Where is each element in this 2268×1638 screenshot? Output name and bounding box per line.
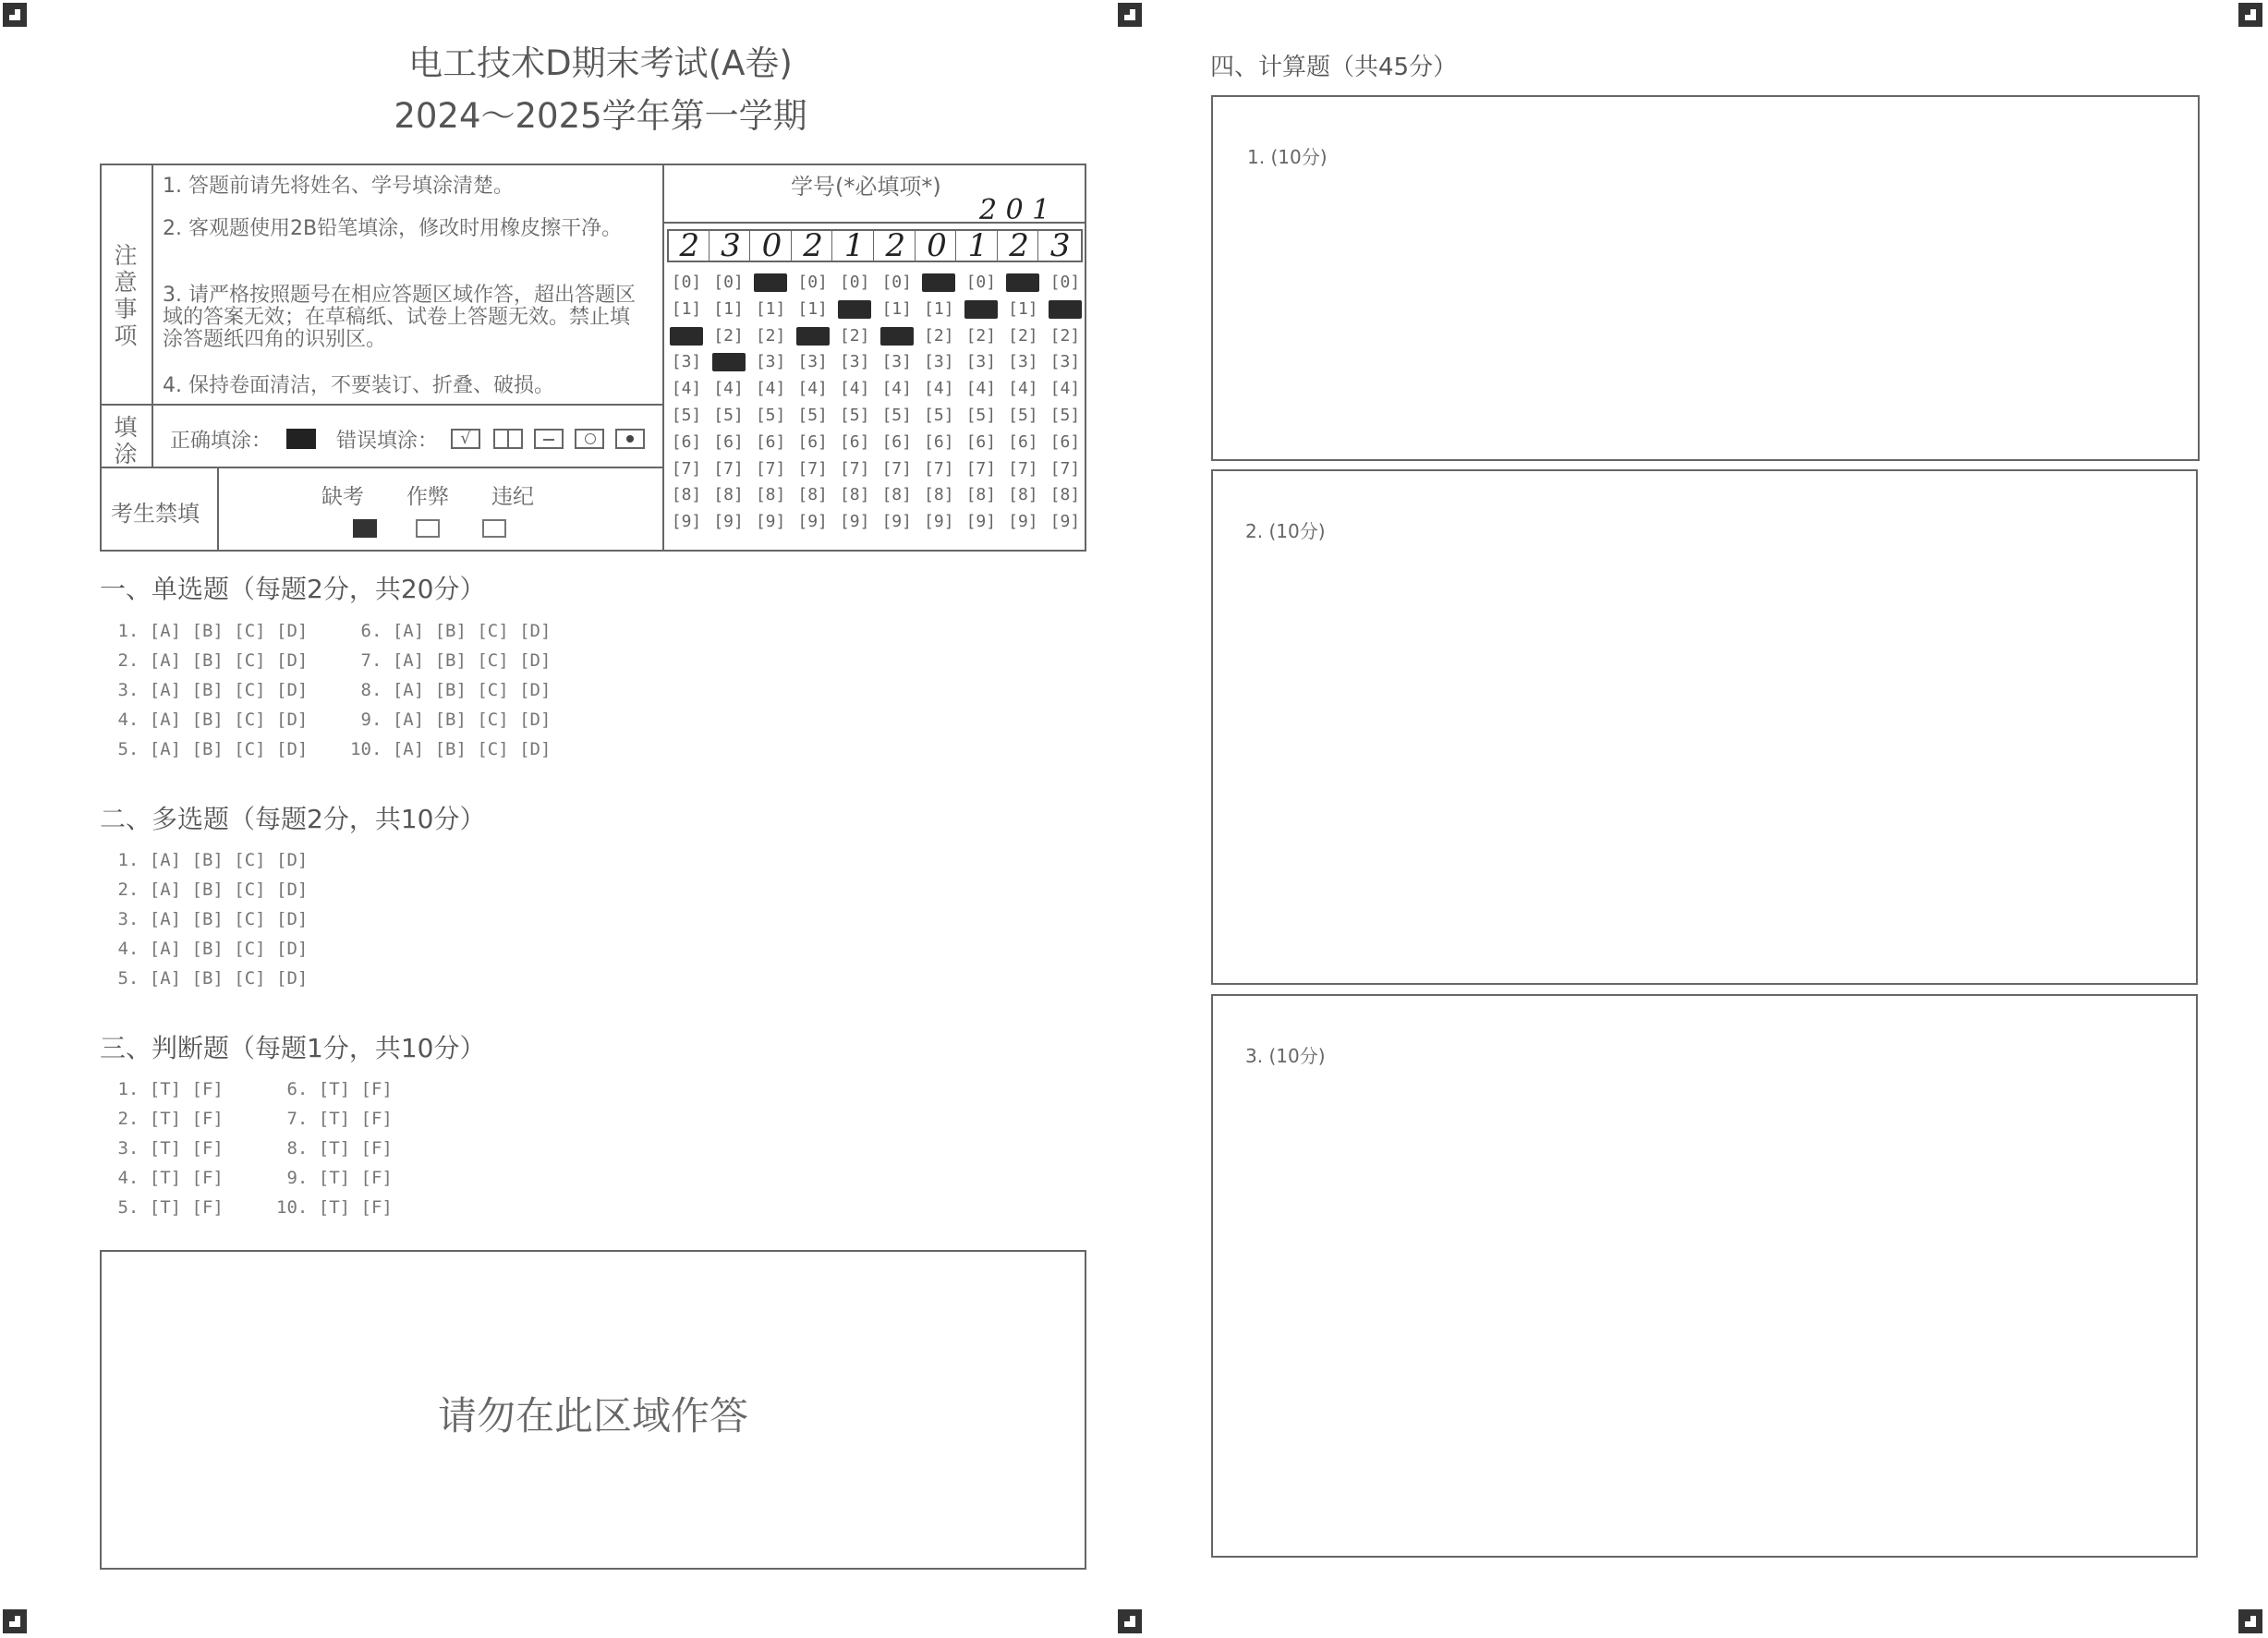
status-absent-checkbox[interactable] — [353, 519, 377, 538]
student-id-bubble[interactable]: [1] — [797, 298, 828, 319]
student-id-bubble[interactable]: [0] — [881, 273, 912, 292]
student-id-bubble[interactable]: [6] — [797, 431, 828, 452]
student-id-bubble[interactable]: [5] — [797, 406, 828, 425]
student-id-bubble[interactable]: [4] — [671, 379, 702, 399]
student-id-bubble[interactable]: [7] — [713, 458, 744, 479]
student-id-bubble[interactable]: [1] — [671, 298, 702, 319]
student-id-bubble[interactable]: [2] — [1049, 325, 1081, 346]
student-id-bubble[interactable] — [922, 273, 955, 292]
student-id-digit-row — [670, 460, 1082, 479]
multi-row-2[interactable]: 2. [A] [B] [C] [D] — [107, 880, 309, 900]
student-id-bubble[interactable] — [880, 327, 914, 346]
corner-marker-bottom-left — [3, 1609, 27, 1633]
single-row-3[interactable]: 3. [A] [B] [C] [D] 8. [A] [B] [C] [D] — [107, 680, 552, 700]
student-id-bubble[interactable]: [9] — [713, 512, 744, 532]
notes-side-label: 注意事项 — [114, 242, 138, 349]
student-id-bubble[interactable]: [9] — [797, 512, 828, 532]
single-row-4[interactable]: 4. [A] [B] [C] [D] 9. [A] [B] [C] [D] — [107, 710, 552, 730]
student-id-bubble[interactable]: [4] — [965, 379, 997, 399]
student-id-handwritten-digit: 1 — [843, 227, 865, 264]
student-id-bubble[interactable]: [7] — [1049, 458, 1081, 479]
id-cell-divider — [709, 230, 710, 261]
student-id-bubble[interactable]: [4] — [924, 379, 954, 399]
note-1: 1. 答题前请先将姓名、学号填涂清楚。 — [163, 175, 514, 198]
id-cell-divider — [831, 230, 832, 261]
status-violation-checkbox[interactable] — [482, 519, 506, 538]
student-id-bubble[interactable]: [8] — [713, 485, 744, 505]
exam-status-label: 考生禁填 — [111, 501, 200, 527]
student-id-bubble[interactable]: [5] — [965, 406, 997, 425]
exam-term: 2024～2025学年第一学期 — [394, 96, 807, 136]
student-id-bubble[interactable]: [2] — [1008, 325, 1038, 346]
student-id-bubble[interactable]: [6] — [965, 431, 997, 452]
student-id-bubble[interactable]: [1] — [881, 298, 912, 319]
student-id-bubble[interactable]: [8] — [924, 485, 954, 505]
fill-side-label: 填涂 — [114, 414, 138, 467]
student-id-bubble[interactable]: [0] — [965, 273, 997, 292]
student-id-bubble[interactable]: [2] — [839, 325, 870, 346]
student-id-bubble[interactable]: [9] — [1049, 512, 1081, 532]
calc-answer-box-1[interactable] — [1211, 95, 2200, 461]
student-id-bubble[interactable]: [4] — [797, 379, 828, 399]
corner-marker-top-left — [3, 3, 27, 27]
student-id-handwritten-digit: 2 — [1009, 227, 1029, 264]
student-id-bubble[interactable]: [9] — [755, 512, 786, 532]
student-id-bubble[interactable]: [9] — [1008, 512, 1038, 532]
student-id-bubble[interactable]: [6] — [713, 431, 744, 452]
student-id-bubble[interactable]: [8] — [797, 485, 828, 505]
student-id-bubble[interactable]: [3] — [1008, 352, 1038, 372]
student-id-bubble[interactable] — [670, 327, 703, 346]
student-id-handwritten-digit: 1 — [967, 227, 988, 264]
student-id-bubble[interactable]: [5] — [713, 406, 744, 425]
status-cheat-label: 作弊 — [406, 485, 449, 509]
judge-row-4[interactable]: 4. [T] [F] 9. [T] [F] — [107, 1168, 393, 1188]
student-id-bubble[interactable]: [6] — [1008, 431, 1038, 452]
student-id-bubble[interactable]: [1] — [924, 298, 954, 319]
student-id-bubble[interactable]: [6] — [924, 431, 954, 452]
student-id-bubble[interactable]: [0] — [839, 273, 870, 292]
student-id-bubble[interactable]: [5] — [755, 406, 786, 425]
student-id-bubble[interactable]: [6] — [671, 431, 702, 452]
student-id-bubble[interactable]: [2] — [713, 325, 744, 346]
student-id-bubble[interactable]: [5] — [839, 406, 870, 425]
student-id-bubble[interactable]: [6] — [839, 431, 870, 452]
id-cell-divider — [1037, 230, 1038, 261]
corner-marker-top-right — [2238, 3, 2262, 27]
student-id-bubble[interactable]: [3] — [1049, 352, 1081, 372]
student-id-digit-row — [670, 433, 1082, 452]
id-cell-divider — [915, 230, 916, 261]
student-id-bubble[interactable]: [4] — [1008, 379, 1038, 399]
wrong-fill-sample-half — [493, 429, 523, 449]
section-single-title: 一、单选题（每题2分，共20分） — [100, 574, 486, 604]
student-id-bubble[interactable]: [3] — [755, 352, 786, 372]
note-4: 4. 保持卷面清洁，不要装订、折叠、破损。 — [163, 374, 554, 397]
student-id-digit-row — [670, 486, 1082, 504]
student-id-bubble[interactable]: [8] — [671, 485, 702, 505]
status-cheat-checkbox[interactable] — [416, 519, 440, 538]
calc-q2-label: 2. (10分) — [1245, 520, 1326, 542]
student-id-bubble[interactable]: [9] — [965, 512, 997, 532]
student-id-bubble[interactable] — [796, 327, 830, 346]
student-id-bubble[interactable]: [5] — [1008, 406, 1038, 425]
id-cell-divider — [997, 230, 998, 261]
student-id-bubble[interactable]: [4] — [1049, 379, 1081, 399]
student-id-bubble[interactable]: [9] — [839, 512, 870, 532]
student-id-digit-row — [670, 406, 1082, 425]
student-id-handwritten-digit: 3 — [721, 227, 741, 264]
student-id-bubble[interactable]: [3] — [797, 352, 828, 372]
student-id-bubble[interactable] — [1049, 300, 1082, 319]
multi-row-4[interactable]: 4. [A] [B] [C] [D] — [107, 939, 309, 959]
no-answer-text: 请勿在此区域作答 — [437, 1393, 748, 1438]
student-id-bubble[interactable]: [1] — [713, 298, 744, 319]
multi-row-5[interactable]: 5. [A] [B] [C] [D] — [107, 968, 309, 989]
student-id-label: 学号(*必填项*) — [791, 174, 941, 200]
id-cell-divider — [791, 230, 792, 261]
student-id-handwritten-digit: 0 — [761, 227, 782, 264]
student-id-bubble[interactable]: [9] — [924, 512, 954, 532]
student-id-bubble[interactable] — [838, 300, 871, 319]
student-id-bubble[interactable]: [4] — [881, 379, 912, 399]
judge-row-2[interactable]: 2. [T] [F] 7. [T] [F] — [107, 1109, 393, 1129]
student-id-bubble[interactable]: [0] — [1049, 273, 1081, 292]
note-3: 3. 请严格按照题号在相应答题区域作答，超出答题区域的答案无效；在草稿纸、试卷上答题无效。禁止填涂答题纸四角的识别区。 — [163, 284, 636, 351]
student-id-bubble[interactable]: [3] — [839, 352, 870, 372]
multi-row-3[interactable]: 3. [A] [B] [C] [D] — [107, 909, 309, 929]
student-id-bubble[interactable]: [8] — [965, 485, 997, 505]
student-id-bubble[interactable]: [8] — [839, 485, 870, 505]
student-id-bubble[interactable]: [7] — [671, 458, 702, 479]
handwritten-id-correction: 2 0 1 — [979, 194, 1050, 226]
student-id-digit-row — [670, 353, 1082, 371]
student-id-bubble[interactable] — [964, 300, 998, 319]
id-cell-divider — [955, 230, 956, 261]
student-id-bubble[interactable]: [3] — [965, 352, 997, 372]
single-row-5[interactable]: 5. [A] [B] [C] [D] 10. [A] [B] [C] [D] — [107, 739, 552, 759]
student-id-bubble[interactable]: [9] — [671, 512, 702, 532]
student-id-digit-row — [670, 380, 1082, 398]
student-id-bubble[interactable]: [7] — [965, 458, 997, 479]
student-id-bubble[interactable]: [8] — [755, 485, 786, 505]
student-id-digit-row — [670, 327, 1082, 346]
section-judge-title: 三、判断题（每题1分，共10分） — [100, 1033, 486, 1063]
section-calc-title: 四、计算题（共45分） — [1210, 54, 1458, 81]
student-id-bubble[interactable]: [0] — [797, 273, 828, 292]
status-violation-label: 违纪 — [491, 485, 534, 509]
student-id-bubble[interactable]: [5] — [1049, 406, 1081, 425]
student-id-bubble[interactable]: [4] — [713, 379, 744, 399]
student-id-bubble[interactable]: [6] — [881, 431, 912, 452]
student-id-bubble[interactable]: [3] — [671, 352, 702, 372]
calc-answer-box-2[interactable] — [1211, 469, 2198, 985]
student-id-handwritten-digit: 0 — [927, 227, 947, 264]
student-id-bubble[interactable]: [6] — [755, 431, 786, 452]
student-id-digit-row — [670, 513, 1082, 531]
status-absent-label: 缺考 — [321, 485, 364, 509]
corner-marker-bottom-center — [1118, 1609, 1142, 1633]
student-id-bubble[interactable]: [3] — [881, 352, 912, 372]
wrong-fill-label: 错误填涂： — [336, 430, 439, 453]
wrong-fill-sample-dot — [615, 429, 645, 449]
student-id-bubble[interactable]: [2] — [965, 325, 997, 346]
student-id-handwritten-digit: 3 — [1049, 227, 1071, 264]
student-id-bubble[interactable]: [0] — [713, 273, 744, 292]
corner-marker-bottom-right — [2238, 1609, 2262, 1633]
id-cell-divider — [749, 230, 750, 261]
student-id-bubble[interactable] — [1006, 273, 1039, 292]
multi-row-1[interactable]: 1. [A] [B] [C] [D] — [107, 850, 309, 870]
student-id-bubble[interactable]: [8] — [881, 485, 912, 505]
student-id-bubble[interactable]: [9] — [881, 512, 912, 532]
correct-fill-label: 正确填涂： — [170, 430, 273, 453]
student-id-bubble[interactable]: [7] — [839, 458, 870, 479]
student-id-handwritten-digit: 2 — [803, 227, 823, 264]
wrong-fill-sample-dash — [534, 429, 564, 449]
wrong-fill-sample-check: √ — [451, 429, 480, 449]
student-id-bubble[interactable] — [712, 353, 746, 371]
calc-q3-label: 3. (10分) — [1245, 1045, 1326, 1067]
student-id-bubble[interactable]: [4] — [839, 379, 870, 399]
student-id-bubble[interactable]: [8] — [1049, 485, 1081, 505]
student-id-bubble[interactable]: [7] — [1008, 458, 1038, 479]
student-id-bubble[interactable]: [1] — [1008, 298, 1038, 319]
single-row-2[interactable]: 2. [A] [B] [C] [D] 7. [A] [B] [C] [D] — [107, 650, 552, 671]
student-id-bubble[interactable]: [2] — [755, 325, 786, 346]
student-id-bubble[interactable]: [3] — [924, 352, 954, 372]
student-id-bubble[interactable]: [5] — [671, 406, 702, 425]
section-multi-title: 二、多选题（每题2分，共10分） — [100, 804, 486, 834]
student-id-bubble[interactable]: [7] — [755, 458, 786, 479]
student-id-bubble[interactable]: [7] — [881, 458, 912, 479]
judge-row-1[interactable]: 1. [T] [F] 6. [T] [F] — [107, 1079, 393, 1099]
student-id-bubble[interactable]: [7] — [924, 458, 954, 479]
student-id-handwritten-digit: 2 — [885, 227, 906, 264]
single-row-1[interactable]: 1. [A] [B] [C] [D] 6. [A] [B] [C] [D] — [107, 621, 552, 641]
student-id-digit-row — [670, 273, 1082, 292]
correct-fill-sample — [286, 429, 316, 449]
corner-marker-top-center — [1118, 3, 1142, 27]
calc-answer-box-3[interactable] — [1211, 994, 2198, 1558]
judge-row-5[interactable]: 5. [T] [F] 10. [T] [F] — [107, 1197, 393, 1218]
student-id-bubble[interactable]: [2] — [924, 325, 954, 346]
id-cell-divider — [873, 230, 874, 261]
student-id-bubble[interactable]: [1] — [755, 298, 786, 319]
exam-title: 电工技术D期末考试(A卷) — [408, 43, 793, 83]
student-id-bubble[interactable]: [0] — [671, 273, 702, 292]
student-id-digit-row — [670, 300, 1082, 319]
student-id-bubble[interactable]: [5] — [924, 406, 954, 425]
student-id-handwritten-digit: 2 — [679, 227, 700, 264]
student-id-bubble[interactable]: [4] — [755, 379, 786, 399]
calc-q1-label: 1. (10分) — [1247, 146, 1328, 168]
judge-row-3[interactable]: 3. [T] [F] 8. [T] [F] — [107, 1138, 393, 1159]
student-id-bubble[interactable]: [7] — [797, 458, 828, 479]
student-id-bubble[interactable] — [754, 273, 787, 292]
student-id-bubble[interactable]: [6] — [1049, 431, 1081, 452]
wrong-fill-sample-circle — [575, 429, 604, 449]
student-id-bubble[interactable]: [5] — [881, 406, 912, 425]
student-id-bubble[interactable]: [8] — [1008, 485, 1038, 505]
note-2: 2. 客观题使用2B铅笔填涂，修改时用橡皮擦干净。 — [163, 217, 623, 240]
